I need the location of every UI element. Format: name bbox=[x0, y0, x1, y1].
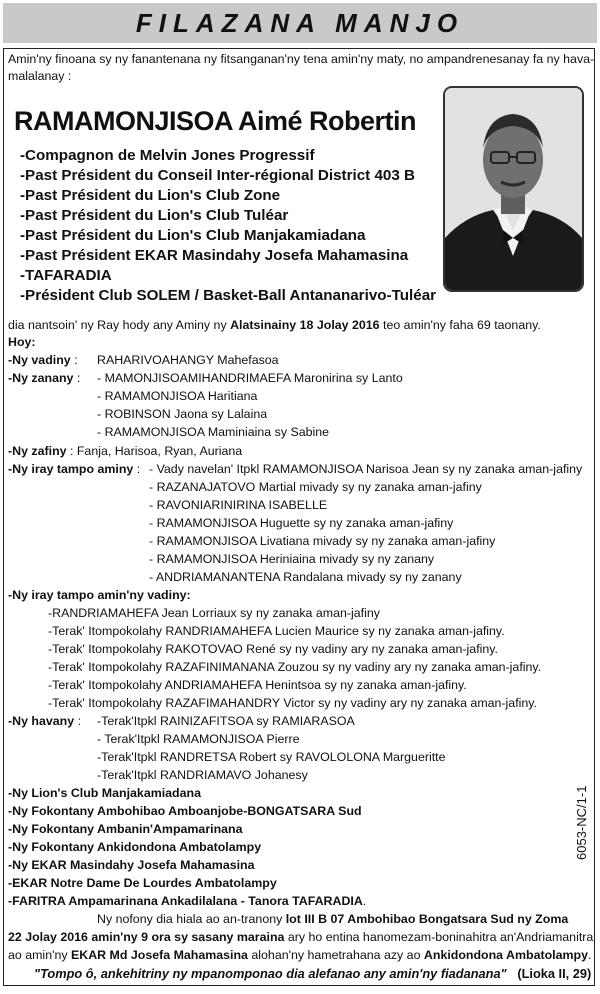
group-item: -Ny Fokontany Ankidondona Ambatolampy bbox=[8, 840, 262, 854]
havany-item: -Terak'Itpkl RANDRIAMAVO Johanesy bbox=[97, 768, 308, 782]
zanany-label: -Ny zanany : bbox=[8, 371, 81, 385]
title-item: -Past Président du Conseil Inter-régional District 403 B bbox=[20, 167, 415, 184]
intro-line-1: Amin'ny finoana sy ny fanantenana ny fitsanganan'ny tena amin'ny maty, no ampandrenesanay fa ny hava- bbox=[8, 52, 595, 66]
vadiny-value: RAHARIVOAHANGY Mahefasoa bbox=[97, 353, 279, 367]
zanany-item: - ROBINSON Jaona sy Lalaina bbox=[97, 407, 268, 421]
funeral-line-2: 22 Jolay 2016 amin'ny 9 ora sy sasany maraina ary ho entina hanomezam-boninahitra an'Andriamanitra bbox=[8, 930, 594, 944]
iray-aminy-item: - RAMAMONJISOA Huguette sy ny zanaka aman-jafiny bbox=[149, 516, 454, 530]
title-item: -Past Président du Lion's Club Tuléar bbox=[20, 207, 289, 224]
death-date: Alatsinainy 18 Jolay 2016 bbox=[230, 318, 380, 332]
zafiny-line: -Ny zafiny : Fanja, Harisoa, Ryan, Auriana bbox=[8, 444, 243, 458]
havany-item: - Terak'Itpkl RAMAMONJISOA Pierre bbox=[97, 732, 300, 746]
iray-aminy-item: - RAVONIARINIRINA ISABELLE bbox=[149, 498, 328, 512]
group-item: -Ny Fokontany Ambanin'Ampamarinana bbox=[8, 822, 243, 836]
deceased-name: RAMAMONJISOA Aimé Robertin bbox=[14, 106, 417, 136]
title-item: -Past Président du Lion's Club Manjakamiadana bbox=[20, 227, 366, 244]
iray-vadiny-label: -Ny iray tampo amin'ny vadiny: bbox=[8, 588, 191, 602]
group-item: -Ny Lion's Club Manjakamiadana bbox=[8, 786, 201, 800]
notice-banner bbox=[3, 3, 597, 43]
banner-title: FILAZANA MANJO bbox=[135, 7, 465, 38]
iray-vadiny-item: -Terak' Itompokolahy ANDRIAMAHEFA Henintsoa sy ny zanaka aman-jafiny. bbox=[48, 678, 467, 692]
group-item: -Ny Fokontany Ambohibao Amboanjobe-BONGATSARA Sud bbox=[8, 804, 362, 818]
funeral-line-1: Ny nofony dia hiala ao an-tranony lot III B 07 Ambohibao Bongatsara Sud ny Zoma bbox=[97, 912, 569, 926]
group-item: -Ny EKAR Masindahy Josefa Mahamasina bbox=[8, 858, 255, 872]
portrait-photo bbox=[445, 88, 582, 290]
hoy-label: Hoy: bbox=[8, 335, 36, 349]
title-item: -TAFARADIA bbox=[20, 267, 112, 284]
iray-aminy-label: -Ny iray tampo aminy : bbox=[8, 462, 141, 476]
zanany-item: - MAMONJISOAMIHANDRIMAEFA Maronirina sy Lanto bbox=[97, 371, 403, 385]
title-item: -Compagnon de Melvin Jones Progressif bbox=[20, 147, 315, 164]
deceased-portrait bbox=[443, 86, 584, 292]
vadiny-label: -Ny vadiny : bbox=[8, 353, 78, 367]
faritra-line: -FARITRA Ampamarinana Ankadilalana - Tanora TAFARADIA. bbox=[8, 894, 367, 908]
funeral-line-3: ao amin'ny EKAR Md Josefa Mahamasina alohan'ny hametrahana azy ao Ankidondona Ambatolampy. bbox=[8, 948, 592, 962]
intro-line-2: malalanay : bbox=[8, 69, 72, 83]
notice-reference: 6053-NC/1-1 bbox=[574, 785, 589, 860]
bible-quote: "Tompo ô, ankehitriny ny mpanomponao dia alefanao any amin'ny fiadanana" (Lioka II, 29) bbox=[34, 966, 592, 981]
zanany-item: - RAMAMONJISOA Maminiaina sy Sabine bbox=[97, 425, 330, 439]
iray-aminy-item: - RAZANAJATOVO Martial mivady sy ny zanaka aman-jafiny bbox=[149, 480, 482, 494]
zanany-item: - RAMAMONJISOA Haritiana bbox=[97, 389, 258, 403]
havany-item: -Terak'Itpkl RAINIZAFITSOA sy RAMIARASOA bbox=[97, 714, 355, 728]
iray-vadiny-item: -Terak' Itompokolahy RAKOTOVAO René sy ny vadiny ary ny zanaka aman-jafiny. bbox=[48, 642, 498, 656]
iray-aminy-item: - RAMAMONJISOA Heriniaina mivady sy ny zanany bbox=[149, 552, 435, 566]
group-item: -EKAR Notre Dame De Lourdes Ambatolampy bbox=[8, 876, 277, 890]
title-item: -Past Président du Lion's Club Zone bbox=[20, 187, 281, 204]
iray-aminy-item: - ANDRIAMANANTENA Randalana mivady sy ny zanany bbox=[149, 570, 462, 584]
havany-item: -Terak'Itpkl RANDRETSA Robert sy RAVOLOLONA Margueritte bbox=[97, 750, 446, 764]
death-announcement: dia nantsoin' ny Ray hody any Aminy ny Alatsinainy 18 Jolay 2016 teo amin'ny faha 69 taonany. bbox=[8, 318, 541, 332]
title-item: -Président Club SOLEM / Basket-Ball Antananarivo-Tuléar bbox=[20, 287, 437, 304]
iray-vadiny-item: -Terak' Itompokolahy RAZAFINIMANANA Zouzou sy ny vadiny ary ny zanaka aman-jafiny. bbox=[48, 660, 542, 674]
iray-vadiny-item: -Terak' Itompokolahy RAZAFIMAHANDRY Victor sy ny vadiny ary ny zanaka aman-jafiny. bbox=[48, 696, 537, 710]
iray-vadiny-item: -RANDRIAMAHEFA Jean Lorriaux sy ny zanaka aman-jafiny bbox=[48, 606, 380, 620]
iray-aminy-item: - Vady navelan' Itpkl RAMAMONJISOA Narisoa Jean sy ny zanaka aman-jafiny bbox=[149, 462, 583, 476]
iray-aminy-item: - RAMAMONJISOA Livatiana mivady sy ny zanaka aman-jafiny bbox=[149, 534, 496, 548]
quote-reference: (Lioka II, 29) bbox=[517, 966, 592, 981]
havany-label: -Ny havany : bbox=[8, 714, 82, 728]
iray-vadiny-item: -Terak' Itompokolahy RANDRIAMAHEFA Lucien Maurice sy ny zanaka aman-jafiny. bbox=[48, 624, 505, 638]
title-item: -Past Président EKAR Masindahy Josefa Mahamasina bbox=[20, 247, 409, 264]
